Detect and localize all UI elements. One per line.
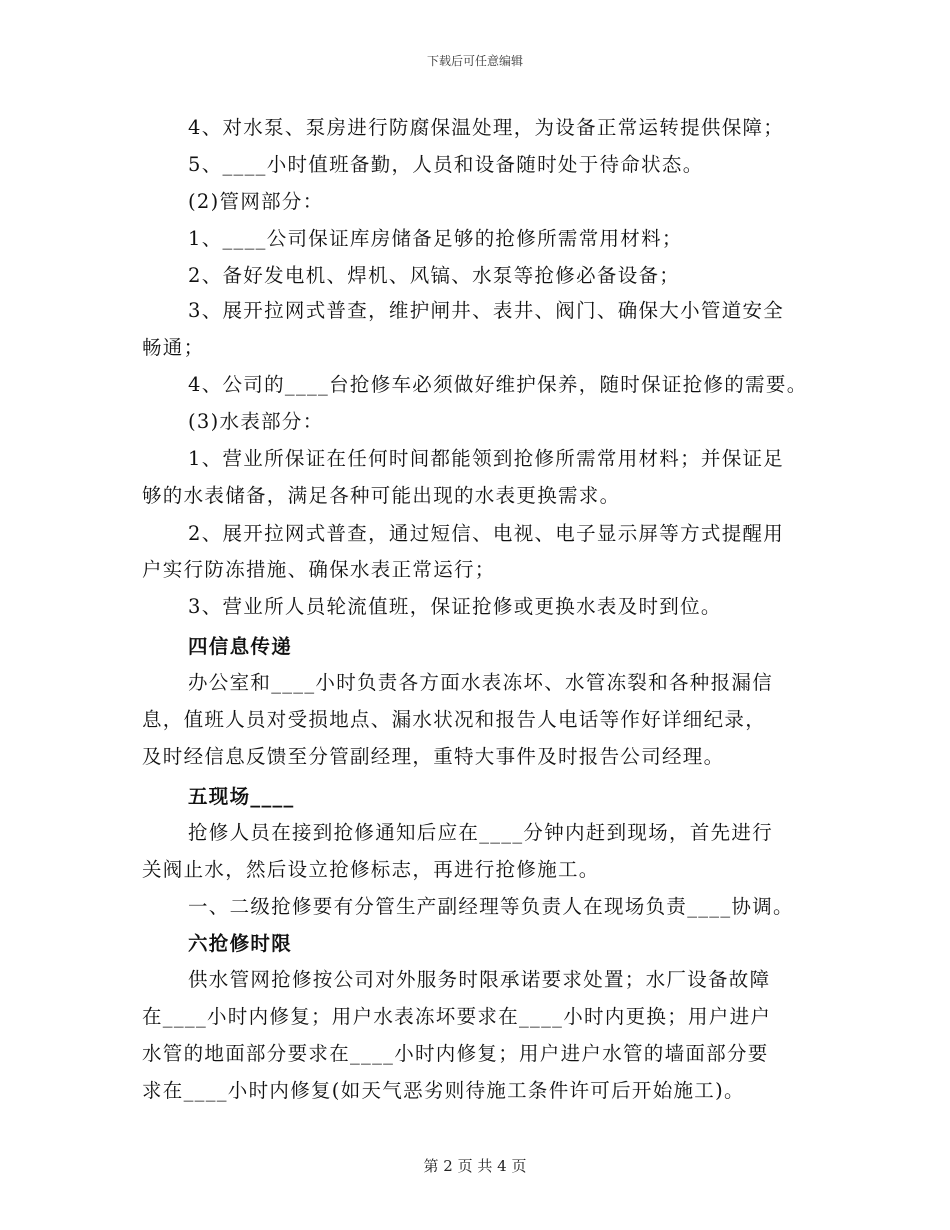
- body-text-line: 2、备好发电机、焊机、风镐、水泵等抢修必备设备；: [188, 264, 681, 287]
- body-text-line: 求在____小时内修复(如天气恶劣则待施工条件许可后开始施工)。: [142, 1079, 745, 1102]
- body-text-line: 1、营业所保证在任何时间都能领到抢修所需常用材料；并保证足: [188, 447, 785, 470]
- section-heading: 六抢修时限: [188, 932, 293, 955]
- page-header: 下载后可任意编辑: [426, 54, 523, 68]
- body-text-line: 供水管网抢修按公司对外服务时限承诺要求处置；水厂设备故障: [188, 968, 771, 991]
- body-text-line: 3、营业所人员轮流值班，保证抢修或更换水表及时到位。: [188, 595, 722, 618]
- body-text-line: 够的水表储备，满足各种可能出现的水表更换需求。: [142, 484, 621, 507]
- body-text-line: 关阀止水，然后设立抢修标志，再进行抢修施工。: [142, 858, 600, 881]
- body-text-line: 及时经信息反馈至分管副经理，重特大事件及时报告公司经理。: [142, 745, 725, 768]
- section-heading: 五现场____: [188, 785, 295, 808]
- body-text-line: 办公室和____小时负责各方面水表冻坏、水管冻裂和各种报漏信: [188, 671, 773, 694]
- body-text-line: 水管的地面部分要求在____小时内修复；用户进户水管的墙面部分要: [142, 1042, 769, 1065]
- body-text-line: (3)水表部分：: [188, 410, 324, 433]
- body-text-line: 抢修人员在接到抢修通知后应在____分钟内赶到现场，首先进行: [188, 821, 773, 844]
- body-text-line: 4、对水泵、泵房进行防腐保温处理，为设备正常运转提供保障；: [188, 116, 785, 139]
- body-text-line: 在____小时内修复；用户水表冻坏要求在____小时内更换；用户进户: [142, 1005, 772, 1028]
- body-text-line: 5、____小时值班备勤，人员和设备随时处于待命状态。: [188, 153, 704, 176]
- body-text-line: 3、展开拉网式普查，维护闸井、表井、阀门、确保大小管道安全: [188, 299, 785, 322]
- body-text-line: 息，值班人员对受损地点、漏水状况和报告人电话等作好详细纪录，: [142, 708, 767, 731]
- body-text-line: 一、二级抢修要有分管生产副经理等负责人在现场负责____协调。: [188, 895, 794, 918]
- page-number: 第 2 页 共 4 页: [423, 1157, 527, 1175]
- body-text-line: (2)管网部分：: [188, 190, 324, 213]
- body-text-line: 2、展开拉网式普查，通过短信、电视、电子显示屏等方式提醒用: [188, 522, 785, 545]
- section-heading: 四信息传递: [188, 635, 293, 658]
- body-text-line: 畅通；: [142, 336, 205, 359]
- body-text-line: 1、____公司保证库房储备足够的抢修所需常用材料；: [188, 227, 683, 250]
- body-text-line: 4、公司的____台抢修车必须做好维护保养，随时保证抢修的需要。: [188, 373, 808, 396]
- body-text-line: 户实行防冻措施、确保水表正常运行；: [142, 558, 496, 581]
